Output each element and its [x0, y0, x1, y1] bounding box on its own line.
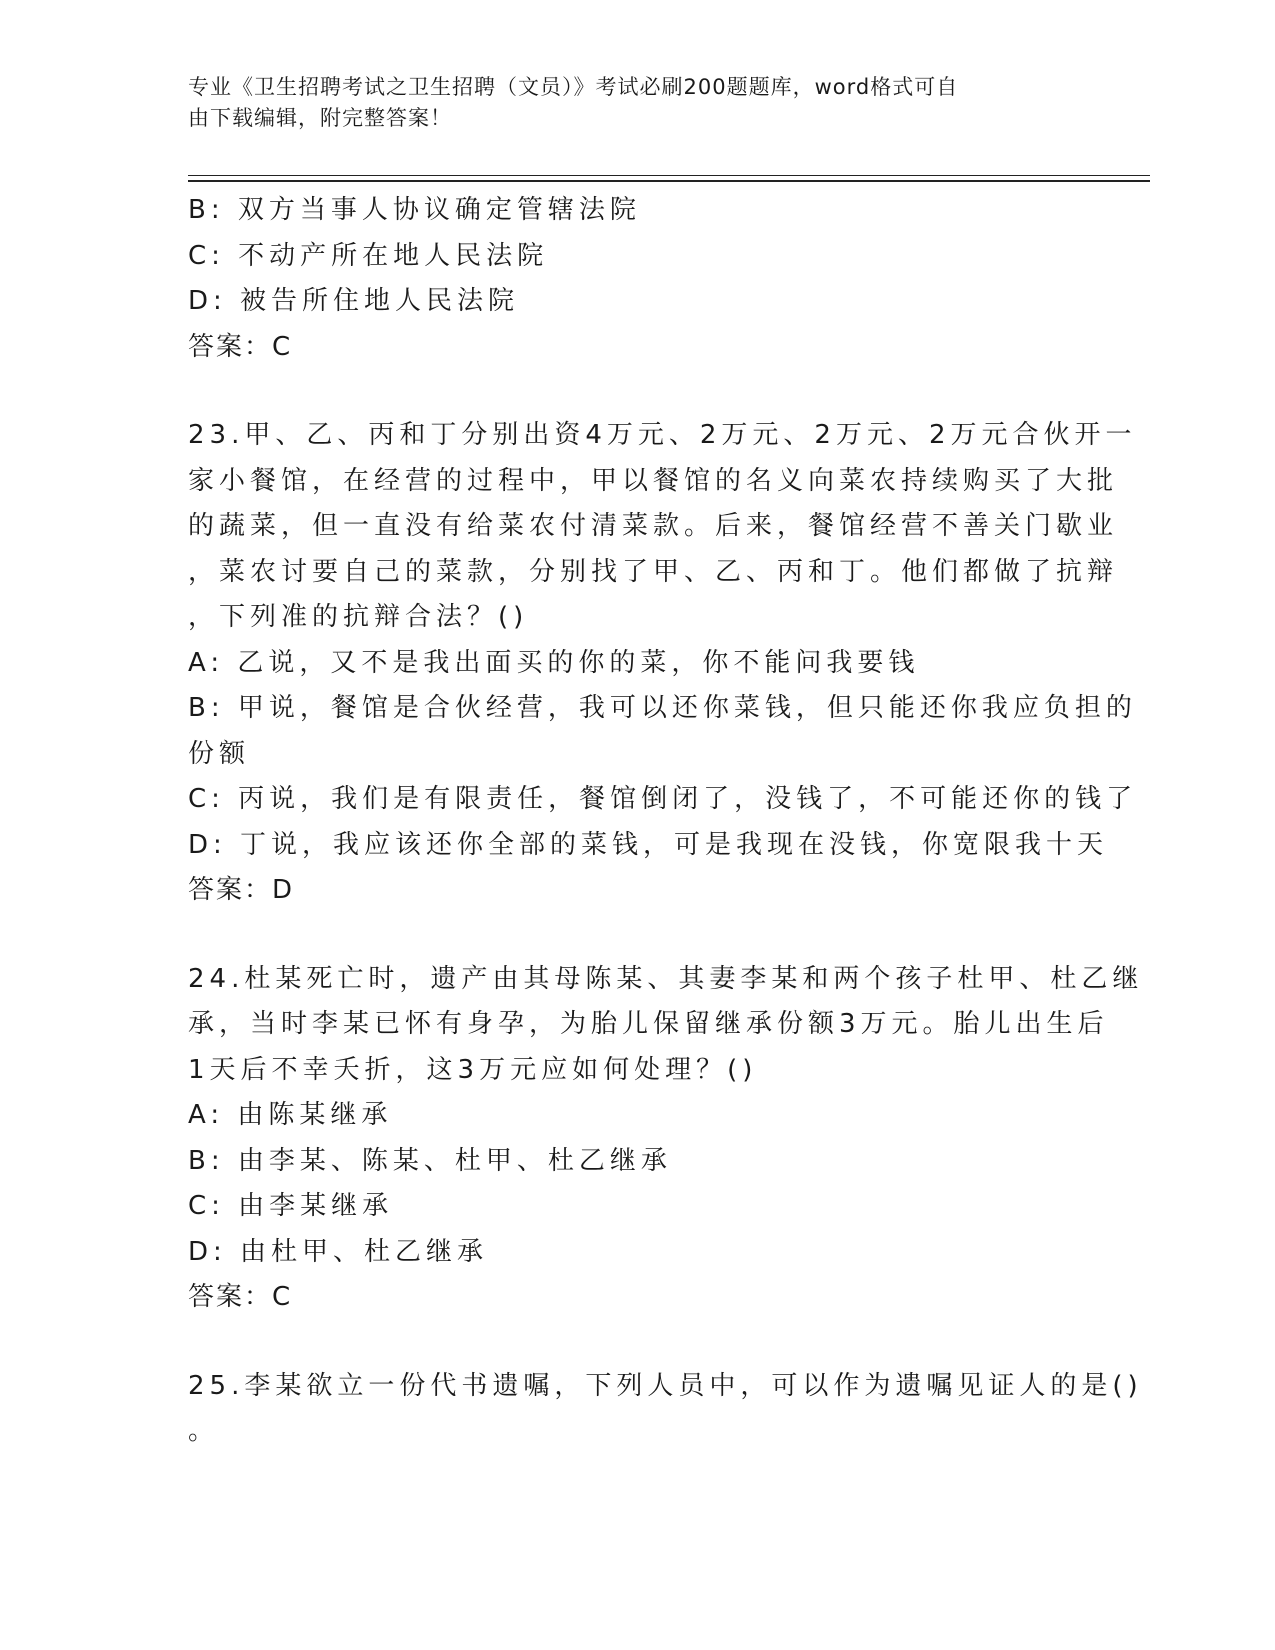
q24-answer-value: C: [272, 1282, 291, 1312]
q24-option-d: D: 由杜甲、杜乙继承: [188, 1236, 489, 1267]
q24-option-b: B: 由李某、陈某、杜甲、杜乙继承: [188, 1145, 672, 1176]
q23-option-b: B: 甲说，餐馆是合伙经营，我可以还你菜钱，但只能还你我应负担的: [188, 693, 1137, 723]
q23-stem-line: 的蔬菜，但一直没有给菜农付清菜款。后来，餐馆经营不善关门歇业: [188, 511, 1119, 541]
header-line-1: 专业《卫生招聘考试之卫生招聘（文员）》考试必刷200题题库，word格式可自: [188, 75, 959, 99]
q24-stem-line: 24.杜某死亡时，遗产由其母陈某、其妻李某和两个孩子杜甲、杜乙继: [188, 963, 1144, 994]
q24-stem-line: 1天后不幸夭折，这3万元应如何处理？(): [188, 1054, 758, 1085]
q24-option-c: C: 由李某继承: [188, 1191, 394, 1221]
q23-answer-label: 答案：: [188, 875, 273, 905]
q25-stem-line: 25.李某欲立一份代书遗嘱，下列人员中，可以作为遗嘱见证人的是(): [188, 1370, 1143, 1401]
q22-option-c: C: 不动产所在地人民法院: [188, 240, 549, 271]
q25-stem-line: 。: [188, 1416, 220, 1446]
spacer: [188, 370, 1088, 413]
document-header: [188, 72, 1068, 134]
q23-option-a: A: 乙说，又不是我出面买的你的菜，你不能问我要钱: [188, 647, 920, 678]
q24-answer-label: 答案：: [188, 1282, 273, 1312]
q23-stem-line: 23.甲、乙、丙和丁分别出资4万元、2万元、2万元、2万元合伙开一: [188, 420, 1137, 450]
question-25: [188, 1364, 1143, 1455]
q23-stem-line: ，下列准的抗辩合法？(): [188, 602, 529, 632]
q23-stem-line: ，菜农讨要自己的菜款，分别找了甲、乙、丙和丁。他们都做了抗辩: [188, 556, 1119, 587]
q24-answer: [188, 1275, 1088, 1321]
question-22-tail: [188, 188, 1088, 370]
q23-answer-value: D: [272, 875, 293, 905]
header-divider-thin: [188, 175, 1150, 176]
header-divider-thick: [188, 180, 1150, 182]
q22-option-d: D: 被告所住地人民法院: [188, 286, 520, 316]
q23-option-b-continued: 份额: [188, 738, 251, 769]
q23-answer: [188, 868, 1088, 914]
q23-option-c: C: 丙说，我们是有限责任，餐馆倒闭了，没钱了，不可能还你的钱了: [188, 784, 1138, 814]
q24-stem-line: 承，当时李某已怀有身孕，为胎儿保留继承份额3万元。胎儿出生后: [188, 1009, 1109, 1039]
q22-answer-label: 答案：: [188, 331, 273, 362]
spacer: [188, 1321, 1088, 1364]
header-line-2: 由下载编辑，附完整答案！: [188, 106, 452, 130]
question-23: [188, 413, 1138, 914]
spacer: [188, 914, 1088, 957]
q22-option-b: B: 双方当事人协议确定管辖法院: [188, 195, 641, 225]
q22-answer-value: C: [272, 331, 291, 362]
question-list: [188, 188, 1144, 1455]
q23-stem-line: 家小餐馆，在经营的过程中，甲以餐馆的名义向菜农持续购买了大批: [188, 465, 1119, 496]
q22-answer: [188, 325, 1088, 371]
q23-option-d: D: 丁说，我应该还你全部的菜钱，可是我现在没钱，你宽限我十天: [188, 829, 1109, 860]
q24-option-a: A: 由陈某继承: [188, 1100, 393, 1130]
question-24: [188, 957, 1144, 1321]
